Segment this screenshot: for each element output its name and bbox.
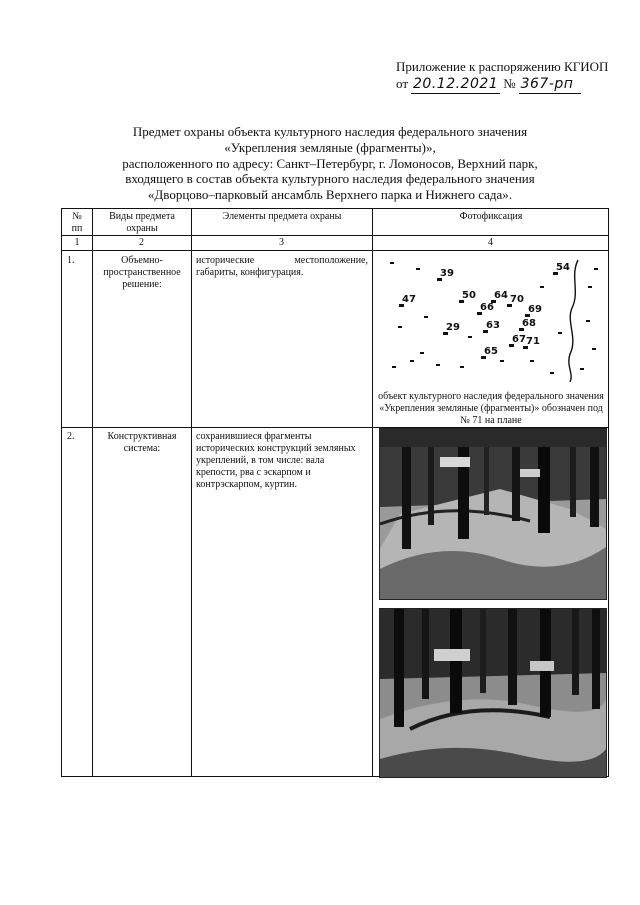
table-divider (372, 209, 373, 776)
appendix-line: Приложение к распоряжению КГИОП (396, 59, 609, 74)
forest-photo-1-svg (380, 429, 606, 599)
map-mark (416, 268, 420, 270)
header-photo: Фотофиксация (459, 211, 523, 222)
table-divider (191, 209, 192, 776)
row-number: 1. (67, 255, 75, 266)
map-mark (468, 336, 472, 338)
earthwork-photo-1 (379, 428, 607, 600)
header-num (62, 211, 92, 235)
map-mark (586, 320, 590, 322)
map-mark (420, 352, 424, 354)
map-mark (588, 286, 592, 288)
table-divider (62, 250, 608, 251)
header-types: Виды предмета охраны (109, 211, 175, 234)
order-line (396, 75, 608, 94)
map-mark (530, 360, 534, 362)
protection-elements: сохранившиеся фрагменты исторических конструкций земляных укреплений, в том числе: вала крепости, рва с эскарпом и контрэскарпом, куртин. (196, 431, 356, 490)
map-object-number: 70 (510, 294, 524, 305)
map-mark (460, 366, 464, 368)
map-mark (398, 326, 402, 328)
map-object-number: 47 (402, 294, 416, 305)
header-num-line2: пп (71, 223, 83, 234)
title-line-3: расположенного по адресу: Санкт–Петербург, г. Ломоносов, Верхний парк, (122, 155, 538, 171)
map-object-number: 69 (528, 304, 542, 315)
protection-elements: исторические местоположение, габариты, конфигурация. (196, 255, 368, 278)
appendix-header (396, 58, 608, 94)
from-label: от (396, 76, 409, 91)
number-sign: № (503, 76, 516, 91)
order-date: 20.12.2021 (413, 76, 499, 92)
protection-table (61, 208, 609, 777)
header-num-line1: № (72, 211, 82, 222)
map-object-number: 39 (440, 268, 454, 279)
map-mark (594, 268, 598, 270)
map-caption: объект культурного наследия федерального значения «Укрепления земляные (фрагменты)» обозначен под № 71 на плане (378, 391, 604, 426)
earthwork-photo-2 (379, 608, 607, 778)
map-mark (424, 316, 428, 318)
boundary-line (569, 260, 578, 382)
map-mark (592, 348, 596, 350)
map-object-number: 64 (494, 290, 508, 301)
map-object-number: 65 (484, 346, 498, 357)
map-mark (550, 372, 554, 374)
site-plan-map (380, 256, 604, 382)
order-number: 367-рп (519, 76, 581, 94)
map-object-number: 68 (522, 318, 536, 329)
map-object-number: 66 (480, 302, 494, 313)
title-line-5: «Дворцово–парковый ансамбль Верхнего парка и Нижнего сада». (147, 187, 513, 203)
row-number: 2. (67, 431, 75, 442)
document-title (60, 124, 600, 203)
map-object-number: 29 (446, 322, 460, 333)
map-object-number: 63 (486, 320, 500, 331)
map-object-number: 54 (556, 262, 570, 273)
protection-type: Конструктивная система: (107, 431, 177, 454)
col-number: 3 (279, 237, 284, 248)
protection-type: Объемно-пространственное решение: (103, 255, 181, 290)
site-plan-svg (380, 256, 604, 382)
forest-photo-2-svg (380, 609, 606, 777)
map-object-number: 71 (526, 336, 540, 347)
map-object-number: 67 (512, 334, 526, 345)
map-mark (410, 360, 414, 362)
header-elements: Элементы предмета охраны (222, 211, 342, 222)
table-divider (62, 235, 608, 236)
title-line-2: «Укрепления земляные (фрагменты)», (224, 139, 436, 155)
col-number: 1 (74, 237, 80, 248)
map-mark (390, 262, 394, 264)
title-line-4: входящего в состав объекта культурного наследия федерального значения (125, 171, 535, 187)
table-divider (92, 209, 93, 776)
map-mark (558, 332, 562, 334)
map-mark (436, 364, 440, 366)
map-mark (540, 286, 544, 288)
col-number: 4 (488, 237, 493, 248)
map-object-number: 50 (462, 290, 476, 301)
title-line-1: Предмет охраны объекта культурного наследия федерального значения (132, 124, 528, 139)
map-mark (580, 368, 584, 370)
map-mark (500, 360, 504, 362)
col-number: 2 (139, 237, 144, 248)
map-mark (392, 366, 396, 368)
